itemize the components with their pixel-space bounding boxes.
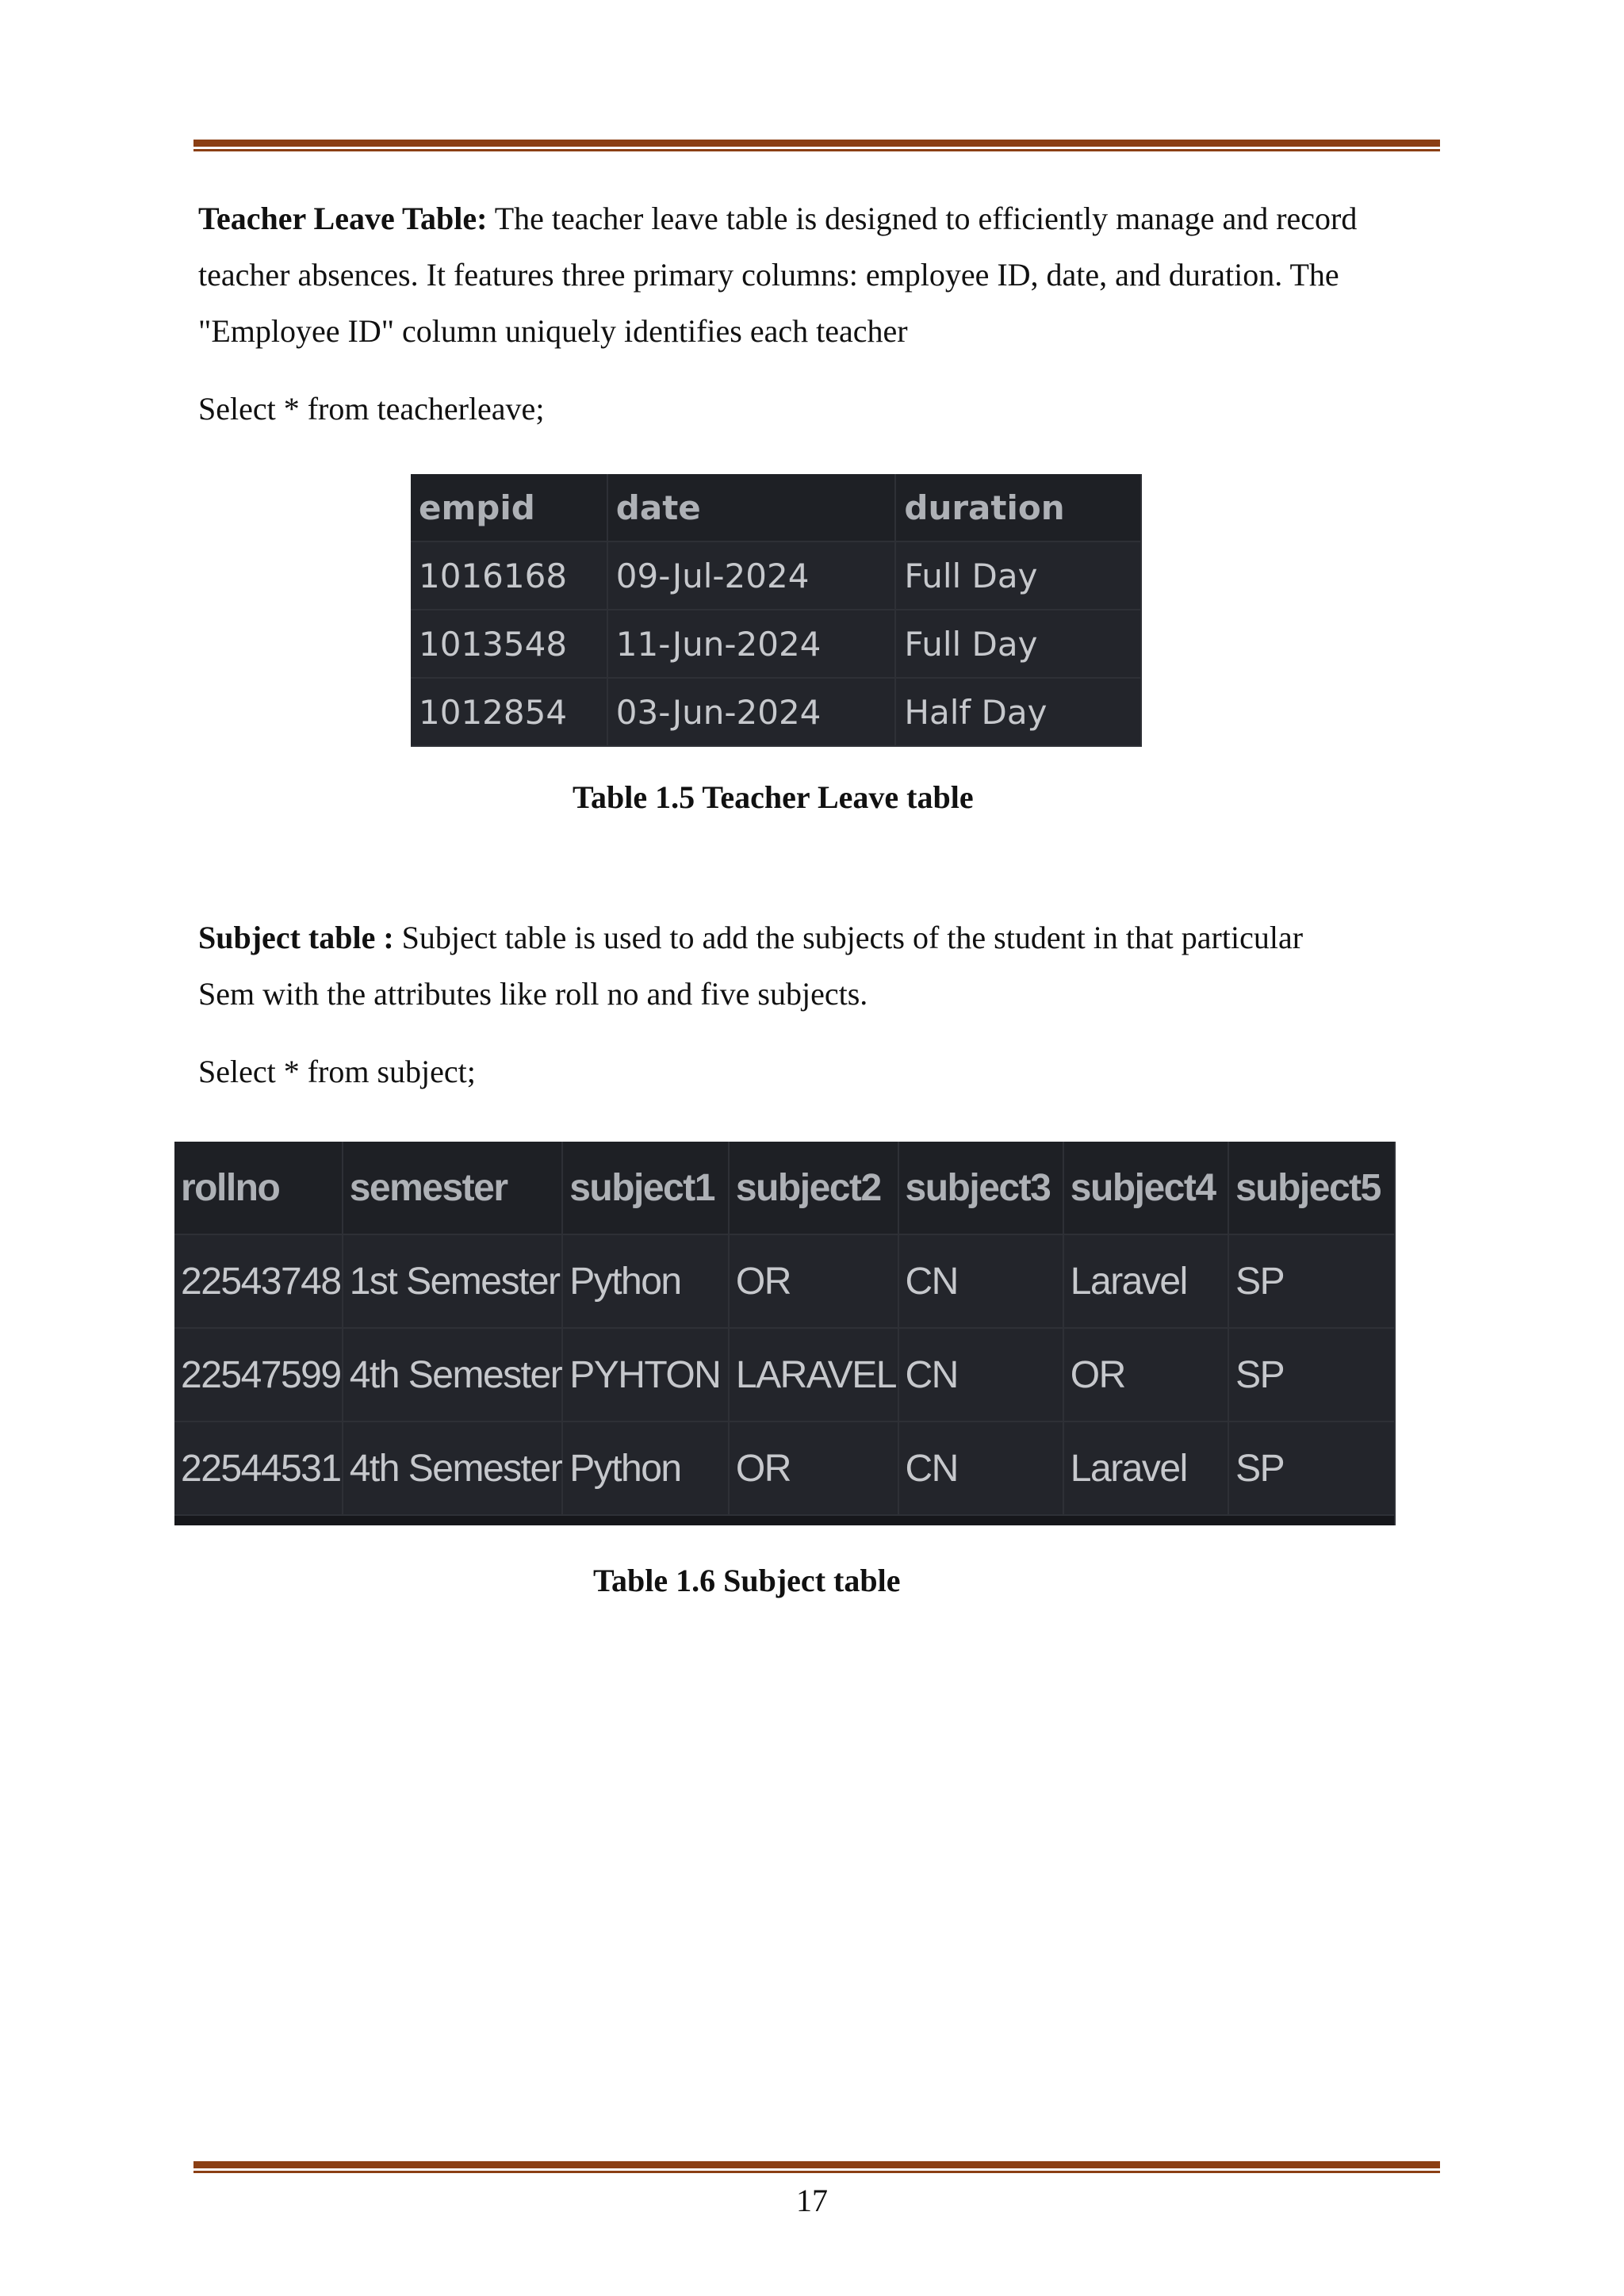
table-cell: SP	[1228, 1328, 1395, 1422]
table-cell: 03-Jun-2024	[607, 678, 896, 746]
teacher-leave-query: Select * from teacherleave;	[198, 391, 545, 427]
column-header: semester	[343, 1142, 562, 1234]
teacher-leave-table	[411, 474, 1142, 747]
column-header: subject3	[898, 1142, 1063, 1234]
column-header: subject5	[1228, 1142, 1395, 1234]
table-cell: Laravel	[1063, 1422, 1228, 1515]
table-header-row	[174, 1142, 1395, 1234]
table-cell: 4th Semester	[343, 1328, 562, 1422]
table-cell: LARAVEL	[729, 1328, 898, 1422]
table-row	[174, 1422, 1395, 1515]
subject-query: Select * from subject;	[198, 1054, 476, 1089]
table-cell: SP	[1228, 1422, 1395, 1515]
table-cell: 1013548	[411, 610, 607, 678]
table-cell: Laravel	[1063, 1234, 1228, 1328]
subject-line-2: Sem with the attributes like roll no and five subjects.	[198, 976, 868, 1012]
table-row	[411, 678, 1141, 746]
subject-caption: Table 1.6 Subject table	[593, 1563, 901, 1598]
teacher-leave-line-1: The teacher leave table is designed to efficiently manage and record	[494, 201, 1358, 236]
table-cell: 1016168	[411, 541, 607, 610]
column-header: empid	[411, 474, 607, 541]
column-header: subject4	[1063, 1142, 1228, 1234]
column-header: date	[607, 474, 896, 541]
subject-table	[174, 1142, 1396, 1525]
table-header-row	[411, 474, 1141, 541]
table-row	[411, 610, 1141, 678]
subject-paragraph	[198, 909, 1419, 1022]
teacher-leave-caption: Table 1.5 Teacher Leave table	[573, 779, 974, 815]
table-cell: Half Day	[895, 678, 1141, 746]
table-bottom-edge	[174, 1515, 1395, 1525]
table-cell: 1012854	[411, 678, 607, 746]
teacher-leave-paragraph	[198, 190, 1419, 359]
table-cell: Python	[562, 1234, 729, 1328]
page-number: 17	[796, 2183, 828, 2218]
table-cell: CN	[898, 1234, 1063, 1328]
table-cell: OR	[1063, 1328, 1228, 1422]
table-cell: SP	[1228, 1234, 1395, 1328]
table-cell: 4th Semester	[343, 1422, 562, 1515]
subject-line-1: Subject table is used to add the subjects of the student in that particular	[401, 920, 1304, 955]
table-cell: 1st Semester	[343, 1234, 562, 1328]
table-cell: 22544531	[174, 1422, 343, 1515]
table-row	[411, 541, 1141, 610]
column-header: subject1	[562, 1142, 729, 1234]
table-row	[174, 1328, 1395, 1422]
table-cell: Full Day	[895, 610, 1141, 678]
table-cell: 11-Jun-2024	[607, 610, 896, 678]
table-cell: OR	[729, 1422, 898, 1515]
teacher-leave-line-3: "Employee ID" column uniquely identifies each teacher	[198, 313, 908, 349]
table-row	[174, 1234, 1395, 1328]
header-rule	[193, 140, 1440, 151]
table-cell: OR	[729, 1234, 898, 1328]
column-header: duration	[895, 474, 1141, 541]
table-cell: 09-Jul-2024	[607, 541, 896, 610]
table-cell: Python	[562, 1422, 729, 1515]
footer-rule	[193, 2161, 1440, 2173]
teacher-leave-line-2: teacher absences. It features three primary columns: employee ID, date, and duration. The	[198, 257, 1339, 293]
table-cell: 22543748	[174, 1234, 343, 1328]
table-cell: 22547599	[174, 1328, 343, 1422]
table-cell: Full Day	[895, 541, 1141, 610]
subject-heading: Subject table :	[198, 920, 394, 955]
column-header: rollno	[174, 1142, 343, 1234]
teacher-leave-heading: Teacher Leave Table:	[198, 201, 488, 236]
column-header: subject2	[729, 1142, 898, 1234]
table-cell: CN	[898, 1422, 1063, 1515]
table-cell: PYHTON	[562, 1328, 729, 1422]
table-cell: CN	[898, 1328, 1063, 1422]
